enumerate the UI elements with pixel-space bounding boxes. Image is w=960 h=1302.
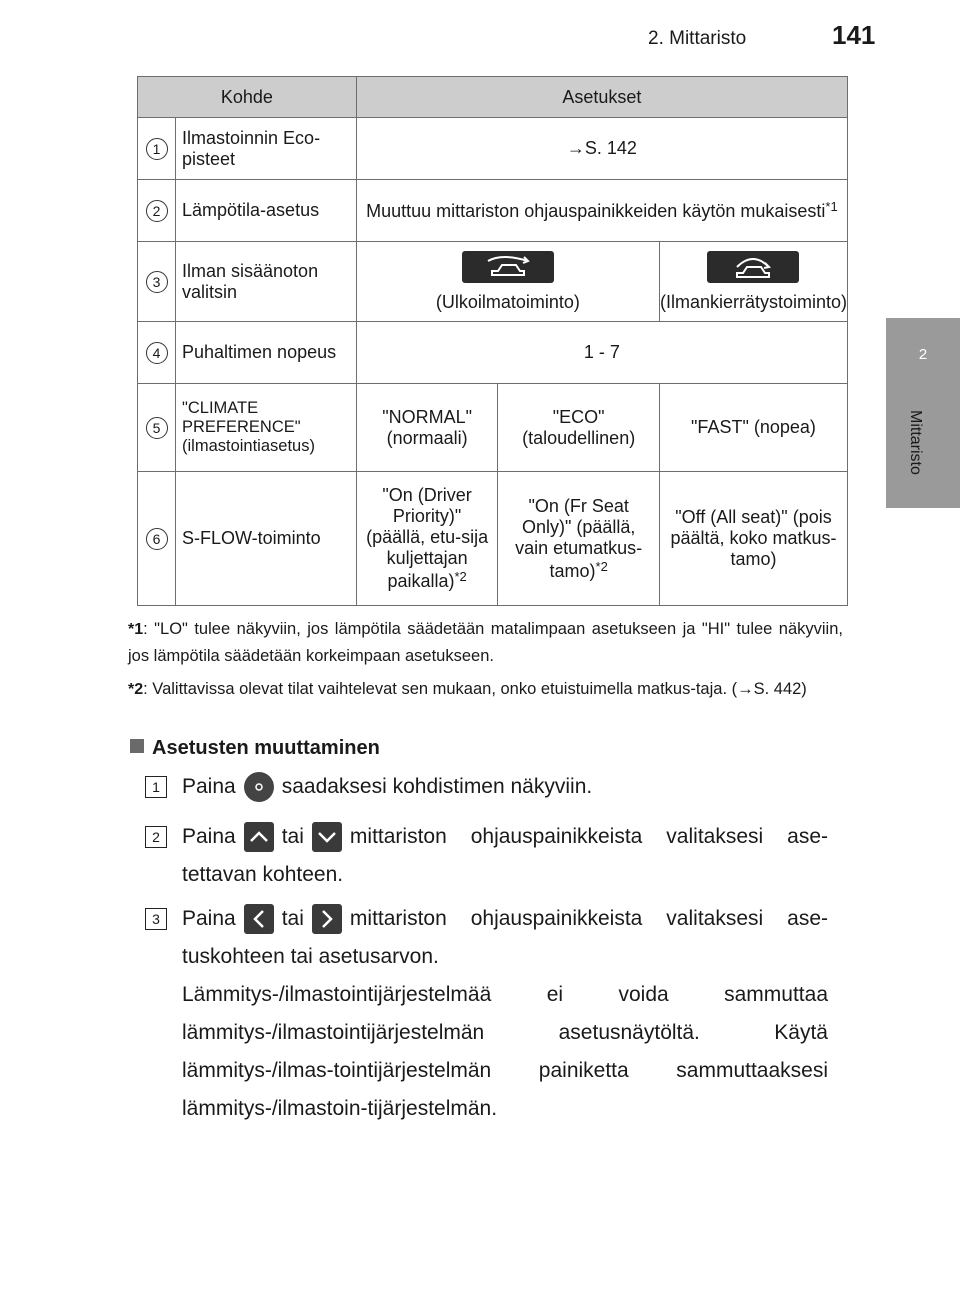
- footnote-1: *1: "LO" tulee näkyviin, jos lämpötila säädetään matalimpaan asetukseen ja "HI" tulee näkyviin, jos lämpötila säädetään korkeimpaan asetukseen.: [128, 620, 843, 665]
- chapter-tab-number: 2: [918, 346, 928, 363]
- row-number: 1: [146, 138, 168, 160]
- row-number: 3: [146, 271, 168, 293]
- option-normal: "NORMAL" (normaali): [356, 384, 498, 472]
- left-button-icon: [244, 904, 274, 934]
- option-front-seat-only: "On (Fr Seat Only)" (päällä, vain etumatkus-tamo)$^{*2}$: [498, 472, 660, 606]
- row-item: Lämpötila-asetus: [176, 180, 357, 242]
- table-row: [138, 118, 848, 180]
- option-recirculation: (Ilmankierrätystoiminto): [659, 242, 847, 322]
- section-title: 2. Mittaristo: [648, 28, 747, 49]
- column-header-item: Kohde: [138, 77, 357, 118]
- option-fast: "FAST" (nopea): [659, 384, 847, 472]
- row-number: 2: [146, 200, 168, 222]
- row-value: →S. 142: [356, 118, 847, 180]
- step-1-text: Paina saadaksesi kohdistimen näkyviin.: [182, 768, 828, 806]
- up-button-icon: [244, 822, 274, 852]
- table-row: [138, 242, 848, 322]
- step-3-text: Paina tai mittariston ohjauspainikkeista valitaksesi ase-tuskohteen tai asetusarvon. Lämmitys-/ilmastointijärjestelmää ei voida sammuttaa lämmitys-/ilmastointijärjestelmän asetusnäytöltä. Käytä lämmitys-/ilmas-tointijärjestelmän painiketta sammuttaaksesi lämmitys-/ilmastoin-tijärjestelmän.: [182, 900, 828, 1128]
- option-eco: "ECO" (taloudellinen): [498, 384, 660, 472]
- step-number: 3: [145, 908, 167, 930]
- option-driver-priority: "On (Driver Priority)" (päällä, etu-sija kuljettajan paikalla)$^{*2}$: [356, 472, 498, 606]
- row-item: Ilman sisäänoton valitsin: [176, 242, 357, 322]
- row-number: 6: [146, 528, 168, 550]
- square-bullet-icon: [130, 739, 144, 753]
- footnote-2: *2: Valittavissa olevat tilat vaihtelevat sen mukaan, onko etuistuimella matkus-taja. (→S. 442): [128, 680, 807, 698]
- footnote-ref: *1: [825, 199, 838, 214]
- row-number: 5: [146, 417, 168, 439]
- ok-button-icon: [244, 772, 274, 802]
- row-item: "CLIMATE PREFERENCE" (ilmastointiasetus): [176, 384, 357, 472]
- fresh-air-mode-icon: [462, 251, 554, 283]
- row-value: Muuttuu mittariston ohjauspainikkeiden käytön mukaisesti$^{*1}$: [356, 180, 847, 242]
- option-fresh-air: (Ulkoilmatoiminto): [356, 242, 659, 322]
- option-all-seat-off: "Off (All seat)" (pois päältä, koko matkus-tamo): [659, 472, 847, 606]
- settings-table: [137, 76, 848, 606]
- section-heading: Asetusten muuttaminen: [130, 737, 380, 760]
- step-number: 2: [145, 826, 167, 848]
- row-item: Ilmastoinnin Eco-pisteet: [176, 118, 357, 180]
- table-row: [138, 180, 848, 242]
- table-header-row: [138, 77, 848, 118]
- row-item: Puhaltimen nopeus: [176, 322, 357, 384]
- row-number: 4: [146, 342, 168, 364]
- step-2-text: Paina tai mittariston ohjauspainikkeista valitaksesi ase-tettavan kohteen.: [182, 818, 828, 894]
- table-row: [138, 322, 848, 384]
- table-row: [138, 384, 848, 472]
- arrow-right-icon: →: [566, 138, 585, 158]
- chapter-tab-label: Mittaristo: [907, 410, 924, 475]
- down-button-icon: [312, 822, 342, 852]
- row-item: S-FLOW-toiminto: [176, 472, 357, 606]
- recirculation-mode-icon: [707, 251, 799, 283]
- row-value: 1 - 7: [356, 322, 847, 384]
- step-number: 1: [145, 776, 167, 798]
- page-number: 141: [832, 20, 876, 50]
- table-row: [138, 472, 848, 606]
- column-header-settings: Asetukset: [356, 77, 847, 118]
- step-3-note: Lämmitys-/ilmastointijärjestelmää ei voida sammuttaa lämmitys-/ilmastointijärjestelmän asetusnäytöltä. Käytä lämmitys-/ilmas-tointijärjestelmän painiketta sammuttaaksesi lämmitys-/ilmastoin-tijärjestelmän.: [182, 983, 828, 1120]
- right-button-icon: [312, 904, 342, 934]
